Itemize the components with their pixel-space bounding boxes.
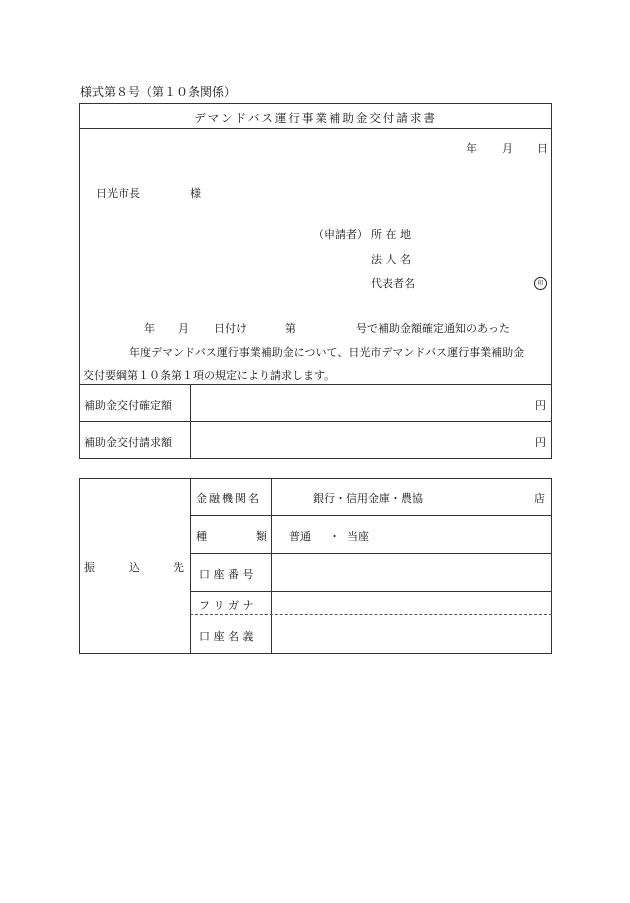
account-type-label-2: 類 <box>256 530 267 543</box>
transfer-field-divider <box>271 478 272 654</box>
body-line-2: 年度デマンドバス運行事業補助金について、日光市デマンドバス運行事業補助金 <box>129 346 525 359</box>
date-month-label: 月 <box>502 142 513 155</box>
account-number-label: 口 座 番 号 <box>199 568 254 581</box>
transfer-label-divider <box>190 478 191 654</box>
account-name-label: 口 座 名 義 <box>199 630 254 643</box>
title-divider <box>79 128 552 129</box>
transfer-row-divider-1 <box>190 515 552 516</box>
bank-name-label: 金融機関名 <box>196 492 261 505</box>
applicant-address-label: 所 在 地 <box>371 228 411 241</box>
form-title: デマンドバス運行事業補助金交付請求書 <box>194 111 437 125</box>
confirmed-amount-unit: 円 <box>535 399 546 412</box>
notice-dated-label: 日付け <box>214 322 247 335</box>
furigana-dashed-divider <box>190 614 552 615</box>
transfer-label-char-2: 込 <box>129 561 140 574</box>
requested-amount-label: 補助金交付請求額 <box>84 436 172 449</box>
confirmed-amount-label: 補助金交付確定額 <box>84 399 172 412</box>
addressee-name: 日光市長 <box>96 187 140 200</box>
account-type-label-1: 種 <box>196 530 207 543</box>
transfer-row-divider-2 <box>190 553 552 554</box>
seal-mark-icon: 印 <box>534 277 547 290</box>
applicant-corp-label: 法 人 名 <box>371 253 411 266</box>
notice-rest-text: 号で補助金額確定通知のあった <box>356 322 510 335</box>
requested-amount-unit: 円 <box>535 436 546 449</box>
account-type-separator: ・ <box>329 530 340 543</box>
account-type-ordinary: 普通 <box>289 530 311 543</box>
amount-divider-top <box>79 384 552 385</box>
date-day-label: 日 <box>537 142 548 155</box>
bank-type-options: 銀行・信用金庫・農協 <box>313 492 423 505</box>
amount-column-divider <box>190 384 191 459</box>
date-year-label: 年 <box>466 142 477 155</box>
notice-year-label: 年 <box>144 322 155 335</box>
amount-divider-mid <box>79 421 552 422</box>
notice-dai-label: 第 <box>285 322 296 335</box>
account-type-current: 当座 <box>347 530 369 543</box>
transfer-label-char-1: 振 <box>84 561 95 574</box>
furigana-label: フ リ ガ ナ <box>199 599 254 612</box>
branch-label: 店 <box>534 492 545 505</box>
form-number-label: 様式第８号（第１０条関係） <box>80 85 237 99</box>
addressee-honorific: 様 <box>190 187 201 200</box>
applicant-rep-label: 代表者名 <box>371 277 415 290</box>
applicant-label: （申請者） <box>313 228 368 241</box>
notice-month-label: 月 <box>178 322 189 335</box>
transfer-row-divider-3 <box>190 591 552 592</box>
transfer-label-char-3: 先 <box>173 561 184 574</box>
body-line-3: 交付要綱第１０条第１項の規定により請求します。 <box>83 369 336 382</box>
